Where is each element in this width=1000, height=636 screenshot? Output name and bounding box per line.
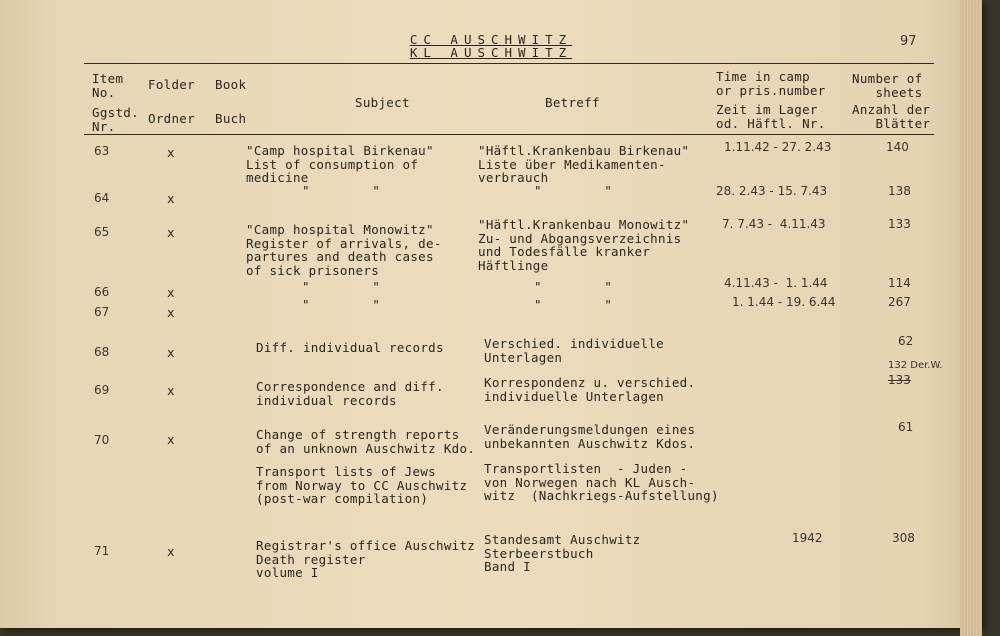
header-book-de: Buch — [215, 111, 247, 126]
row-63-subject: "Camp hospital Birkenau" List of consumption of medicine — [246, 143, 434, 185]
header-top-rule — [84, 63, 934, 64]
row-69-no: 69 — [94, 383, 110, 397]
row-70-subject: Change of strength reports of an unknown Auschwitz Kdo. — [256, 427, 476, 456]
row-63-folder: x — [167, 145, 175, 160]
page-mark: 97 — [900, 34, 917, 49]
row-63-no: 63 — [94, 144, 110, 158]
header-folder: Folder — [148, 77, 195, 92]
row-69-betreff: Korrespondenz u. verschied. individuelle Unterlagen — [484, 375, 696, 404]
header-item: Item No. — [92, 71, 124, 100]
row-68-betreff: Verschied. individuelle Unterlagen — [484, 336, 664, 365]
row-65-subject: "Camp hospital Monowitz" Register of arrivals, de- partures and death cases of sick prisoners — [246, 222, 442, 278]
row-70-folder: x — [167, 432, 175, 447]
row-68-sheets: 62 — [898, 334, 914, 348]
row-67-time: 1. 1.44 - 19. 6.44 — [732, 295, 836, 309]
row-70-no: 70 — [94, 433, 110, 447]
row-65-sheets: 133 — [888, 217, 911, 231]
row-64-folder: x — [167, 191, 175, 206]
row-71-subject: Registrar's office Auschwitz Death register volume I — [256, 538, 476, 580]
row-70-betreff: Veränderungsmeldungen eines unbekannten Auschwitz Kdos. — [484, 422, 696, 451]
row-67-sheets: 267 — [888, 295, 911, 309]
row-67-folder: x — [167, 305, 175, 320]
title-line-2: KL AUSCHWITZ — [409, 45, 573, 60]
page-edge — [960, 0, 982, 636]
row-70-sheets: 61 — [898, 420, 914, 434]
header-time: Time in camp or pris.number — [716, 69, 826, 98]
row-67-betreff: " " — [534, 297, 613, 312]
row-71-sheets: 308 — [892, 531, 915, 545]
row-64-sheets: 138 — [888, 184, 911, 198]
row-65-folder: x — [167, 225, 175, 240]
row-transport-subject: Transport lists of Jews from Norway to CC Auschwitz (post-war compilation) — [256, 464, 468, 506]
row-transport-betreff: Transportlisten - Juden - von Norwegen nach KL Ausch- witz (Nachkriegs-Aufstellung) — [484, 461, 719, 503]
row-66-time: 4.11.43 - 1. 1.44 — [724, 276, 828, 290]
header-sheets-de: Anzahl der Blätter — [852, 102, 931, 131]
header-item-de: Ggstd. Nr. — [92, 105, 139, 134]
row-65-no: 65 — [94, 225, 110, 239]
row-64-betreff: " " — [534, 183, 613, 198]
row-63-time: 1.11.42 - 27. 2.43 — [724, 140, 832, 154]
header-sheets: Number of sheets — [852, 71, 923, 100]
header-bottom-rule — [84, 134, 934, 135]
row-67-subject: " " — [302, 297, 381, 312]
header-book: Book — [215, 77, 247, 92]
row-71-betreff: Standesamt Auschwitz Sterbeerstbuch Band I — [484, 532, 641, 574]
row-71-folder: x — [167, 544, 175, 559]
row-69-folder: x — [167, 383, 175, 398]
row-66-sheets: 114 — [888, 276, 911, 290]
row-64-time: 28. 2.43 - 15. 7.43 — [716, 184, 828, 198]
row-63-sheets: 140 — [886, 140, 909, 154]
row-69-sheets: 132 Der.W. — [888, 360, 943, 371]
row-68-folder: x — [167, 345, 175, 360]
row-66-betreff: " " — [534, 279, 613, 294]
header-subject: Subject — [355, 95, 410, 110]
row-64-no: 64 — [94, 191, 110, 205]
row-65-betreff: "Häftl.Krankenbau Monowitz" Zu- und Abgangsverzeichnis und Todesfälle kranker Häftlinge — [478, 217, 690, 273]
row-67-no: 67 — [94, 305, 110, 319]
row-65-time: 7. 7.43 - 4.11.43 — [722, 217, 826, 231]
row-69-subject: Correspondence and diff. individual records — [256, 379, 444, 408]
row-69-sheets-struck: 133 — [888, 373, 911, 387]
title-line-1: CC AUSCHWITZ — [409, 32, 573, 47]
header-time-de: Zeit im Lager od. Häftl. Nr. — [716, 102, 826, 131]
row-68-subject: Diff. individual records — [256, 340, 444, 355]
row-66-no: 66 — [94, 285, 110, 299]
row-66-folder: x — [167, 285, 175, 300]
header-folder-de: Ordner — [148, 111, 195, 126]
row-64-subject: " " — [302, 183, 381, 198]
row-66-subject: " " — [302, 279, 381, 294]
header-betreff: Betreff — [545, 95, 600, 110]
row-71-no: 71 — [94, 544, 110, 558]
row-68-no: 68 — [94, 345, 110, 359]
row-71-time: 1942 — [792, 531, 823, 545]
row-63-betreff: "Häftl.Krankenbau Birkenau" Liste über Medikamenten- verbrauch — [478, 143, 690, 185]
